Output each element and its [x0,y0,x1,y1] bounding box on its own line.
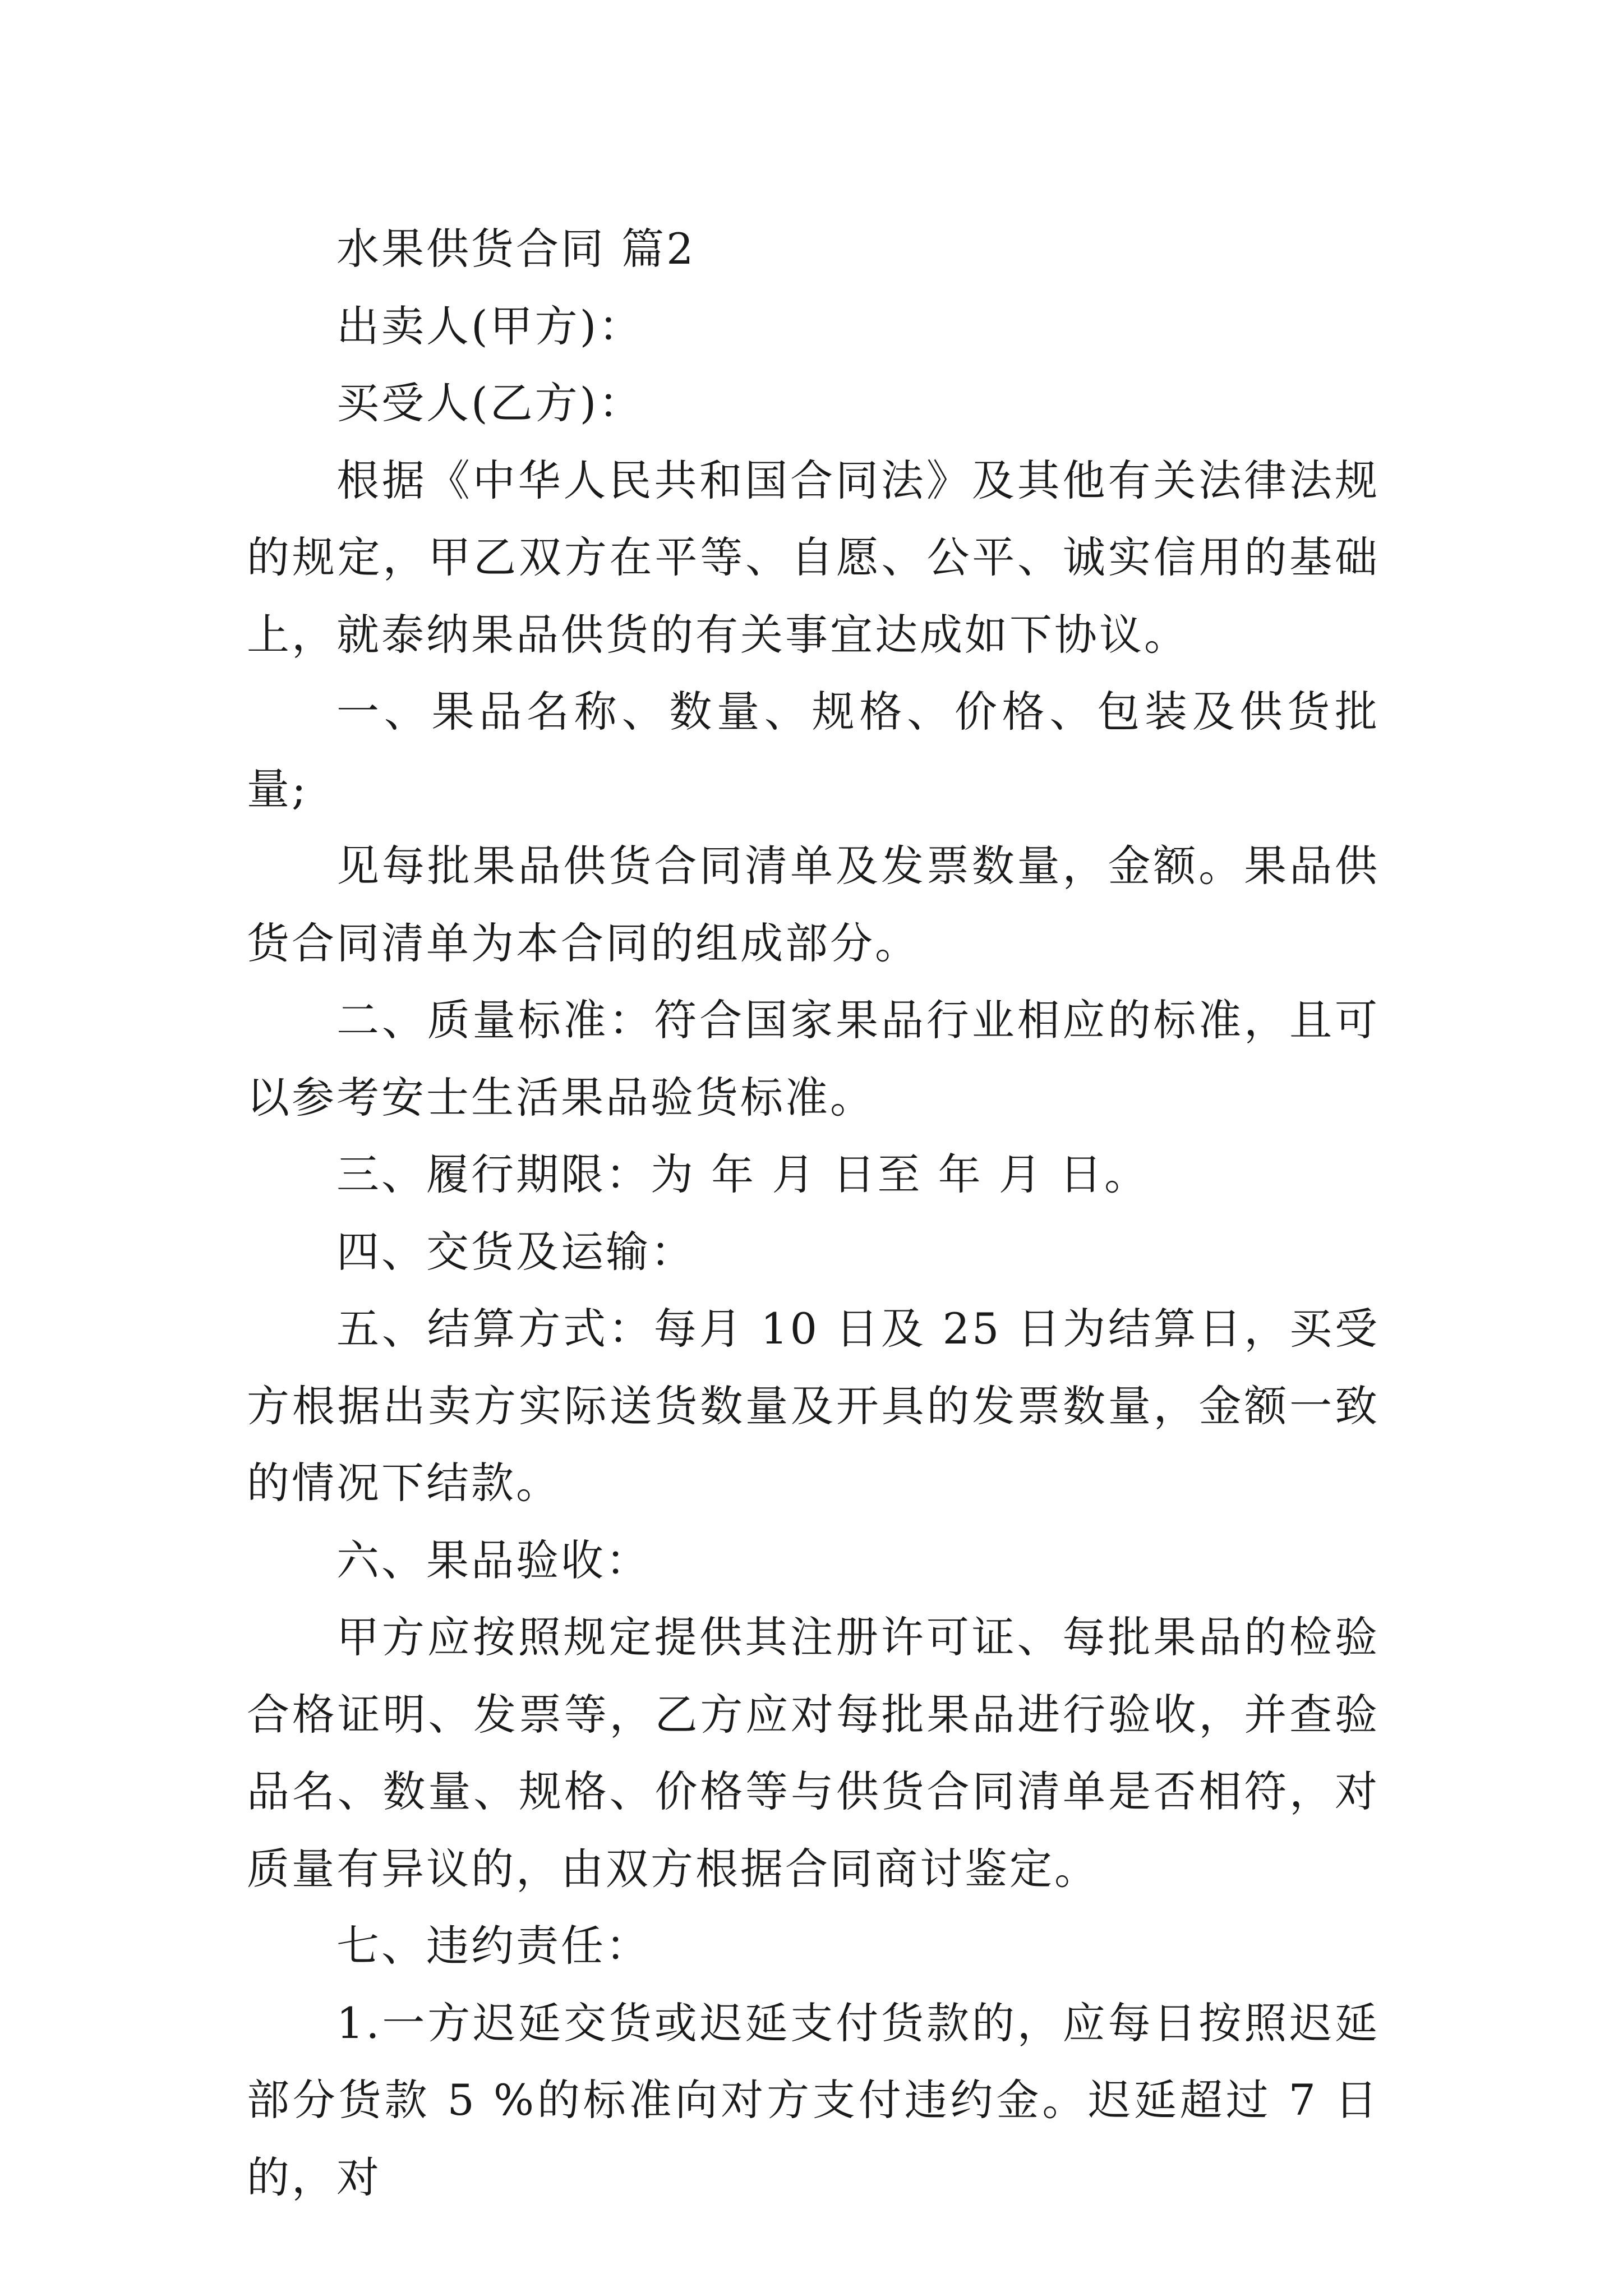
document-body [247,210,1380,2216]
clause-6-heading [247,1522,1380,1599]
clause-7-item-1 [247,1985,1380,2216]
clause-7-heading [247,1907,1380,1985]
paragraph-text: 出卖人(甲方)： [336,301,644,351]
paragraph-text: 六、果品验收： [336,1535,651,1585]
clause-4 [247,1213,1380,1291]
clause-6-body [247,1599,1380,1907]
clause-2 [247,982,1380,1136]
paragraph-text: 买受人(乙方)： [336,378,644,428]
clause-1-heading [247,673,1380,827]
document-title-text: 水果供货合同 篇2 [336,224,696,274]
document-title [247,210,1380,288]
paragraph-text: 二、质量标准：符合国家果品行业相应的标准，且可以参考安士生活果品验货标准。 [247,995,1380,1122]
paragraph-preamble [247,442,1380,674]
paragraph-text: 甲方应按照规定提供其注册许可证、每批果品的检验合格证明、发票等，乙方应对每批果品进行验收，并查验品名、数量、规格、价格等与供货合同清单是否相符，对质量有异议的，由双方根据合同商讨鉴定。 [247,1612,1380,1894]
paragraph-buyer [247,365,1380,442]
paragraph-text: 七、违约责任： [336,1921,651,1971]
paragraph-text: 五、结算方式：每月 10 日及 25 日为结算日，买受方根据出卖方实际送货数量及开具的发票数量，金额一致的情况下结款。 [247,1304,1380,1508]
paragraph-text: 根据《中华人民共和国合同法》及其他有关法律法规的规定，甲乙双方在平等、自愿、公平、诚实信用的基础上，就泰纳果品供货的有关事宜达成如下协议。 [247,455,1380,660]
clause-1-body [247,827,1380,982]
paragraph-text: 见每批果品供货合同清单及发票数量，金额。果品供货合同清单为本合同的组成部分。 [247,841,1380,968]
paragraph-seller [247,288,1380,365]
paragraph-text: 一、果品名称、数量、规格、价格、包装及供货批量; [247,687,1380,814]
clause-5 [247,1290,1380,1522]
clause-3 [247,1136,1380,1213]
paragraph-text: 三、履行期限：为 年 月 日至 年 月 日。 [336,1149,1149,1199]
paragraph-text: 1.一方迟延交货或迟延支付货款的，应每日按照迟延部分货款 5 %的标准向对方支付违约金。迟延超过 7 日的，对 [247,1998,1380,2202]
paragraph-text: 四、交货及运输： [336,1226,695,1277]
